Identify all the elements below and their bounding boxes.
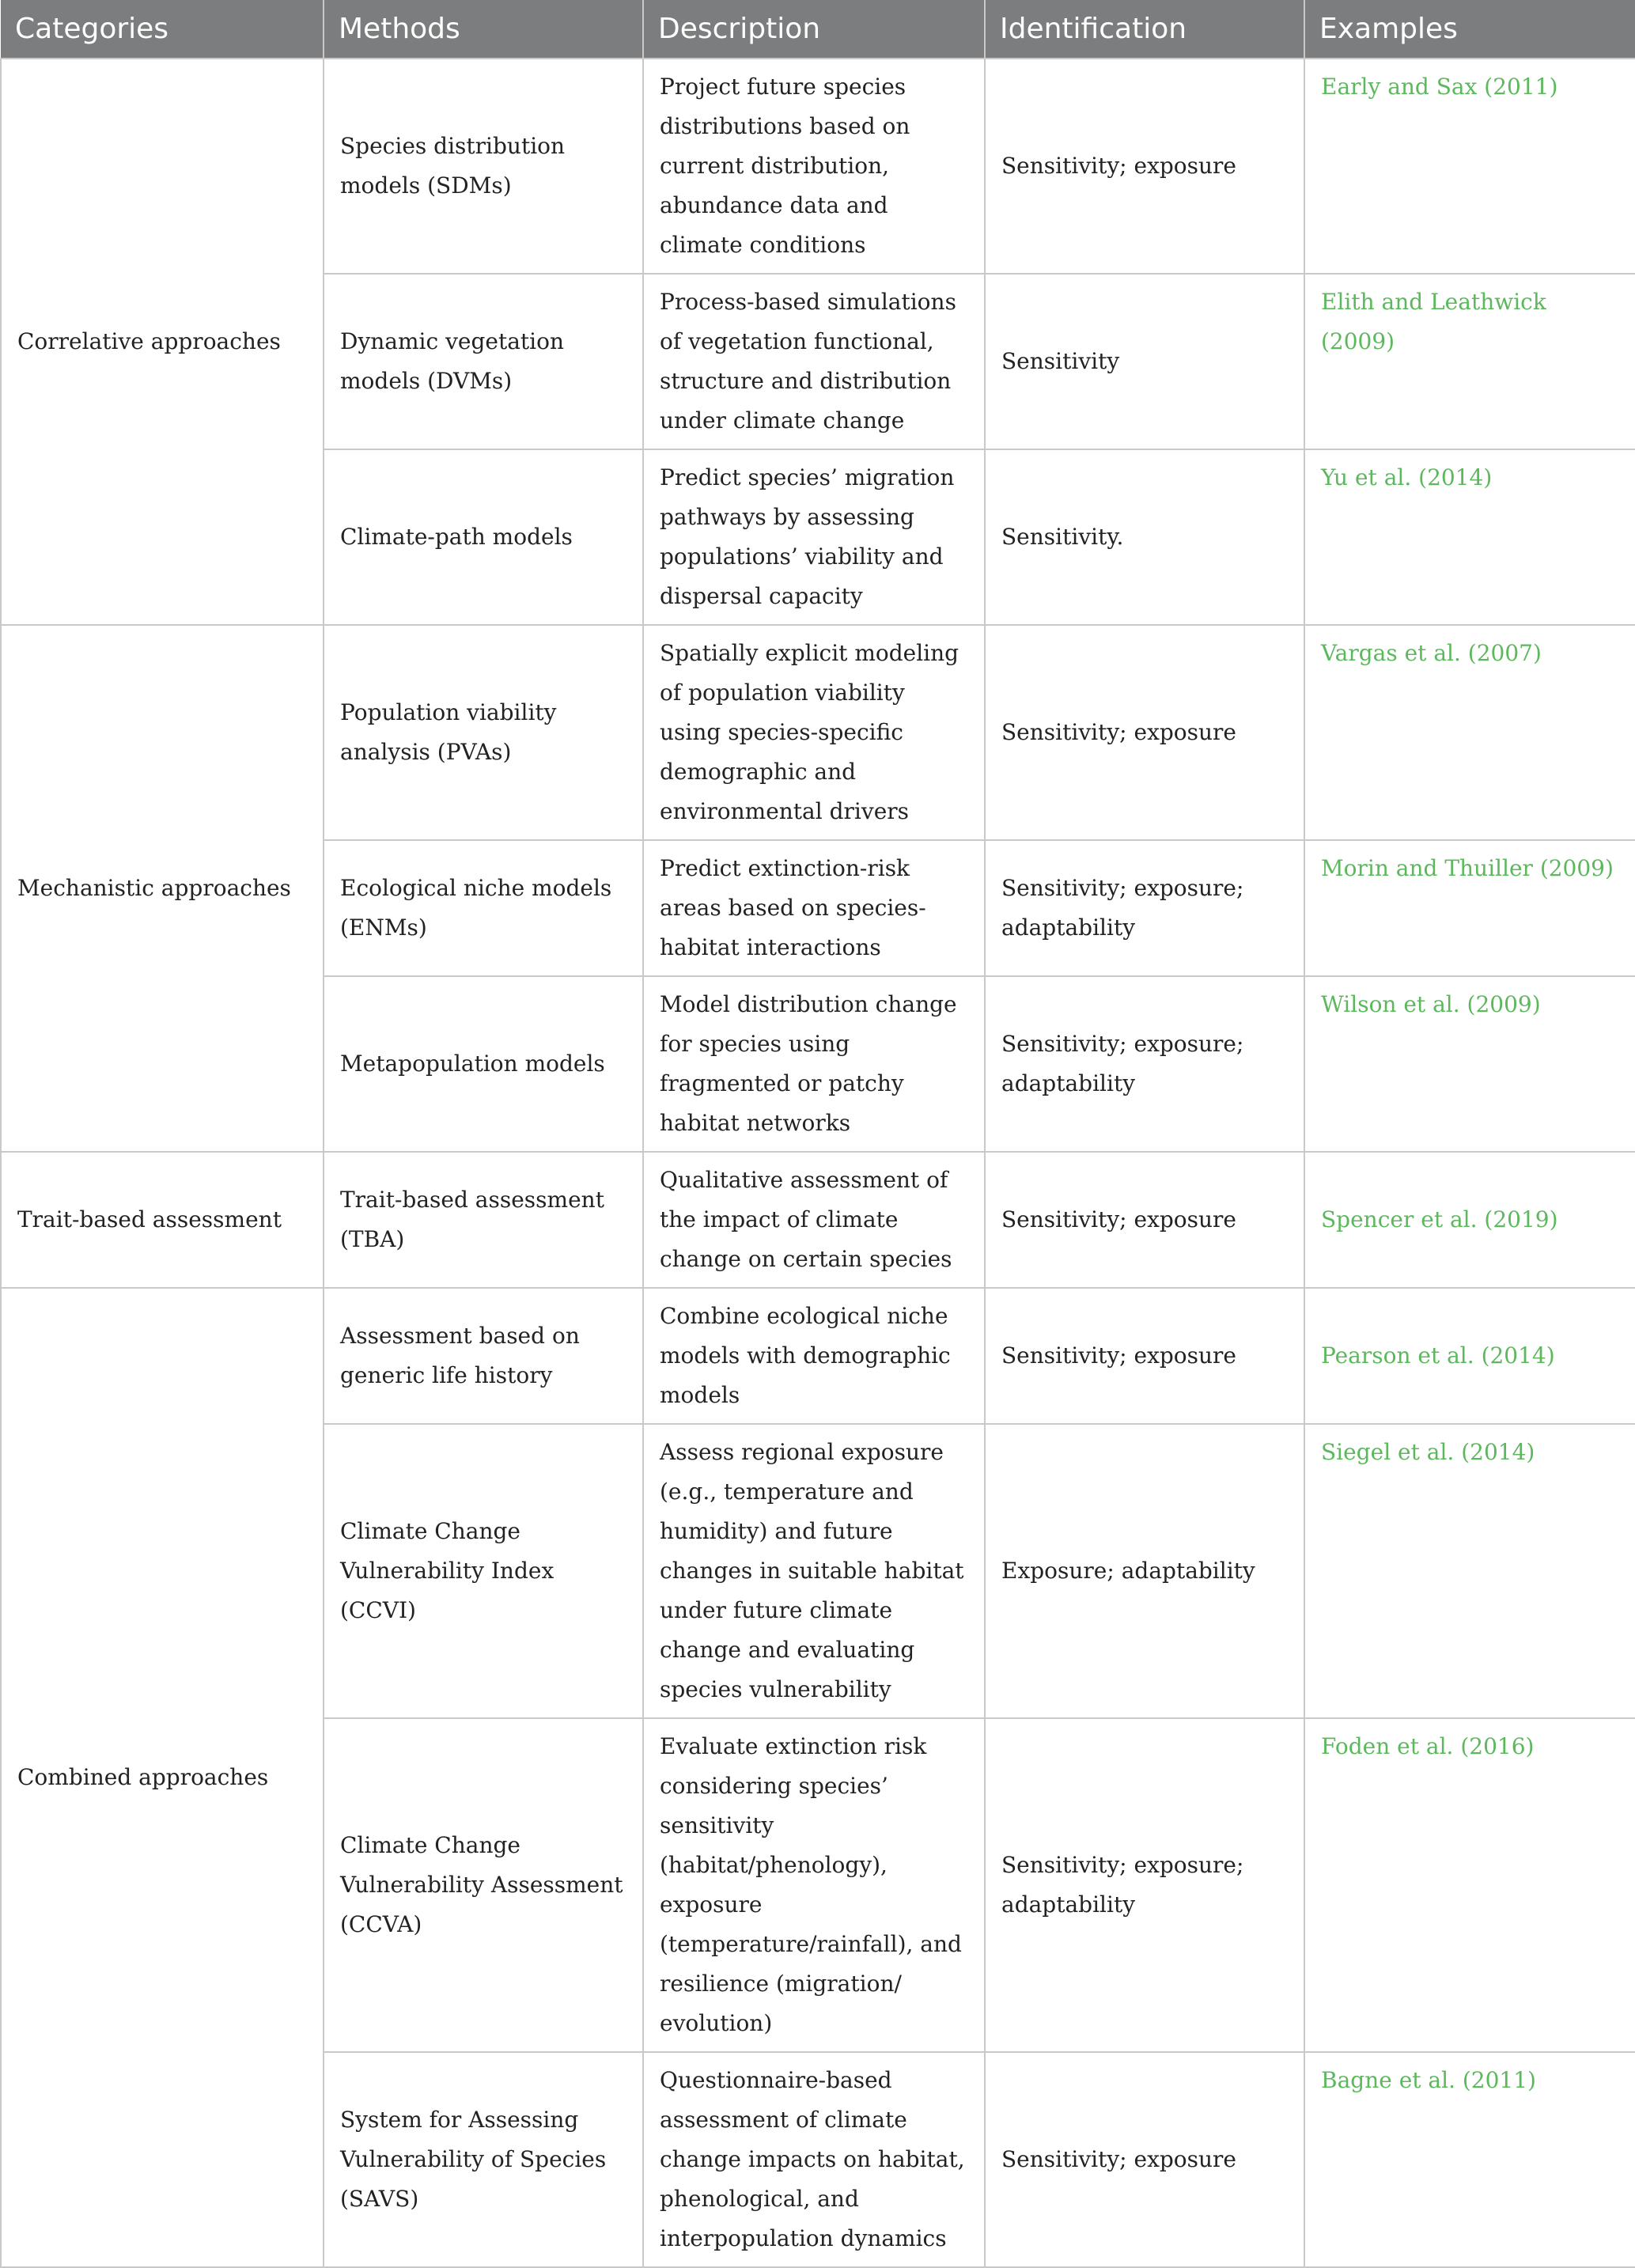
identification-cell: Sensitivity; exposure [985, 625, 1304, 840]
example-link[interactable]: Elith and Leathwick (2009) [1304, 274, 1635, 449]
example-link[interactable]: Wilson et al. (2009) [1304, 976, 1635, 1152]
example-link[interactable]: Morin and Thuiller (2009) [1304, 840, 1635, 976]
description-cell: Qualitative assessment of the impact of climate change on certain species [643, 1152, 985, 1288]
identification-cell: Sensitivity; exposure; adaptability [985, 840, 1304, 976]
table-row [1, 59, 1635, 274]
header-categories: Categories [1, 0, 324, 59]
description-cell: Combine ecological niche models with demographic models [643, 1288, 985, 1424]
header-examples: Examples [1304, 0, 1635, 59]
example-link[interactable]: Early and Sax (2011) [1304, 59, 1635, 274]
method-cell: Trait-based assessment (TBA) [324, 1152, 643, 1288]
category-cell: Trait-based assessment [1, 1152, 324, 1288]
identification-cell: Sensitivity; exposure [985, 1152, 1304, 1288]
method-cell: Climate Change Vulnerability Index (CCVI) [324, 1424, 643, 1718]
table-row [1, 1288, 1635, 1424]
identification-cell: Sensitivity; exposure [985, 1288, 1304, 1424]
table-row [1, 1152, 1635, 1288]
method-cell: Climate-path models [324, 449, 643, 625]
method-cell: Dynamic vegetation models (DVMs) [324, 274, 643, 449]
example-link[interactable]: Siegel et al. (2014) [1304, 1424, 1635, 1718]
header-description: Description [643, 0, 985, 59]
example-link[interactable]: Bagne et al. (2011) [1304, 2052, 1635, 2267]
description-cell: Assess regional exposure (e.g., temperature and humidity) and future changes in suitable habitat under future climate change and evaluating species vulnerability [643, 1424, 985, 1718]
description-cell: Spatially explicit modeling of population viability using species-specific demographic and environmental drivers [643, 625, 985, 840]
description-cell: Evaluate extinction risk considering species’ sensitivity (habitat/phenology), exposure (temperature/rainfall), and resilience (migration/ evolution) [643, 1718, 985, 2052]
category-cell: Correlative approaches [1, 59, 324, 625]
header-identification: Identification [985, 0, 1304, 59]
identification-cell: Exposure; adaptability [985, 1424, 1304, 1718]
method-cell: Metapopulation models [324, 976, 643, 1152]
identification-cell: Sensitivity; exposure; adaptability [985, 976, 1304, 1152]
example-link[interactable]: Yu et al. (2014) [1304, 449, 1635, 625]
method-cell: Population viability analysis (PVAs) [324, 625, 643, 840]
example-link[interactable]: Pearson et al. (2014) [1304, 1288, 1635, 1424]
description-cell: Questionnaire-based assessment of climate change impacts on habitat, phenological, and interpopulation dynamics [643, 2052, 985, 2267]
description-cell: Project future species distributions based on current distribution, abundance data and climate conditions [643, 59, 985, 274]
identification-cell: Sensitivity; exposure [985, 2052, 1304, 2267]
example-link[interactable]: Foden et al. (2016) [1304, 1718, 1635, 2052]
example-link[interactable]: Spencer et al. (2019) [1304, 1152, 1635, 1288]
method-cell: Species distribution models (SDMs) [324, 59, 643, 274]
description-cell: Predict species’ migration pathways by assessing populations’ viability and dispersal capacity [643, 449, 985, 625]
description-cell: Process-based simulations of vegetation functional, structure and distribution under climate change [643, 274, 985, 449]
category-cell: Combined approaches [1, 1288, 324, 2267]
identification-cell: Sensitivity; exposure; adaptability [985, 1718, 1304, 2052]
description-cell: Predict extinction-risk areas based on species-habitat interactions [643, 840, 985, 976]
example-link[interactable]: Vargas et al. (2007) [1304, 625, 1635, 840]
header-row [1, 0, 1635, 59]
method-cell: Ecological niche models (ENMs) [324, 840, 643, 976]
description-cell: Model distribution change for species using fragmented or patchy habitat networks [643, 976, 985, 1152]
method-cell: Assessment based on generic life history [324, 1288, 643, 1424]
table-row [1, 625, 1635, 840]
header-methods: Methods [324, 0, 643, 59]
identification-cell: Sensitivity; exposure [985, 59, 1304, 274]
category-cell: Mechanistic approaches [1, 625, 324, 1152]
identification-cell: Sensitivity. [985, 449, 1304, 625]
identification-cell: Sensitivity [985, 274, 1304, 449]
method-cell: Climate Change Vulnerability Assessment (CCVA) [324, 1718, 643, 2052]
method-cell: System for Assessing Vulnerability of Species (SAVS) [324, 2052, 643, 2267]
